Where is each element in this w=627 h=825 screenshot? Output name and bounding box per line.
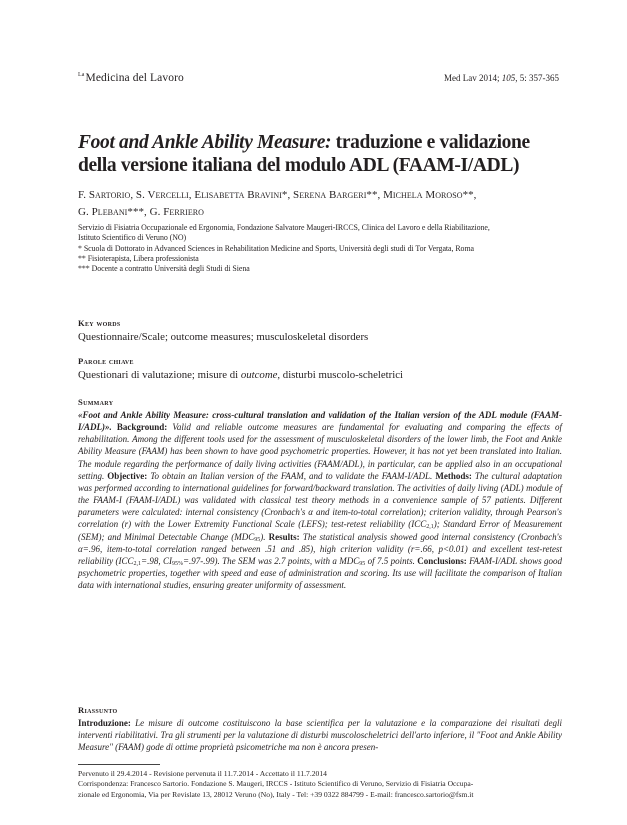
objective-text: To obtain an Italian version of the FAAM, and to validate the FAAM-I/ADL.	[147, 470, 433, 481]
footnote-divider	[78, 764, 160, 765]
journal-citation	[444, 73, 559, 83]
affiliation: Servizio di Fisiatria Occupazionale ed Ergonomia, Fondazione Salvatore Maugeri-IRCCS, Clinica del Lavoro e della Riabilitazione,	[78, 223, 490, 232]
title-italic: Foot and Ankle Ability Measure:	[78, 132, 332, 153]
authors	[78, 187, 562, 220]
citation-volume: 105	[501, 73, 516, 83]
methods-subscript: 2,1	[426, 524, 434, 531]
results-text: =.98, CI	[141, 555, 172, 566]
methods-text: ); Standard Error of Measurement (SEM); and Minimal Detectable Change (MDC	[78, 519, 562, 542]
introduzione-label: Introduzione:	[78, 718, 131, 728]
journal-prefix: La	[78, 72, 85, 78]
results-text: The statistical analysis showed good internal consistency (Cronbach's α=.96, item-to-total correlation ranged between .51 and .85), high criterion validity (r=.66, p<0.01) and excellent test-retest reliability (ICC	[78, 531, 563, 566]
riassunto-heading: Riassunto	[78, 705, 118, 715]
results-text: =.97-.99). The SEM was 2.7 points, with a MDC	[182, 555, 360, 566]
methods-label: Methods:	[432, 470, 472, 481]
results-label: Results:	[265, 531, 300, 542]
parole-chiave-italic: outcome,	[240, 369, 281, 381]
affiliation: *** Docente a contratto Università degli Studi di Siena	[78, 264, 250, 274]
summary-text	[78, 409, 562, 591]
methods-subscript: 95	[254, 536, 261, 543]
title-rest: traduzione e validazione della versione italiana del modulo ADL (FAAM-I/ADL)	[78, 132, 530, 176]
conclusions-text: FAAM-I/ADL shows good psychometric properties, together with speed and ease of administration and scoring. Its use will facilitate the comparison of Italian data with international studies, ensuring greater uniformity of assessment.	[78, 555, 563, 591]
riassunto-text	[78, 717, 562, 753]
conclusions-label: Conclusions:	[414, 555, 467, 566]
citation-prefix: Med Lav 2014;	[444, 73, 502, 83]
footnote-correspondence: zionale ed Ergonomia, Via per Revislate 13, 28012 Veruno (No), Italy - Tel: +39 0322 884799 - E-mail: francesco.sartorio@fsm.it	[78, 789, 474, 799]
footnote-received: Pervenuto il 29.4.2014 - Revisione pervenuta il 11.7.2014 - Accettato il 11.7.2014	[78, 769, 327, 778]
affiliation: Istituto Scientifico di Veruno (NO)	[78, 233, 187, 243]
parole-chiave-heading: Parole chiave	[78, 356, 134, 366]
summary-heading: Summary	[78, 397, 114, 407]
journal-name	[78, 72, 184, 84]
background-text: Valid and reliable outcome measures are fundamental for evaluating and comparing the effects of rehabilitation. Among the different tools used for the assessment of musculoskeletal disorders of the lower limb, the Foot and Ankle Ability Measure (FAAM) has been shown to have good psychometric properties. However, it has not yet been translated into Italian. The module regarding the performance of daily living activities (FAAM/ADL), in particular, can be applied also in an occupational setting.	[78, 422, 562, 481]
affiliation: ** Fisioterapista, Libera professionista	[78, 253, 199, 263]
footnote	[78, 769, 562, 800]
article-title	[78, 132, 568, 177]
results-subscript: 95	[359, 560, 366, 567]
parole-chiave-part: Questionari di valutazione; misure di	[78, 369, 241, 381]
affiliation: * Scuola di Dottorato in Advanced Sciences in Rehabilitation Medicine and Sports, Università degli studi di Tor Vergata, Roma	[78, 243, 474, 253]
objective-label: Objective:	[104, 470, 148, 481]
parole-chiave-text	[78, 369, 403, 381]
journal-title: Medicina del Lavoro	[85, 72, 184, 84]
authors-line-1: F. Sartorio, S. Vercelli, Elisabetta Bravini*, Serena Bargeri**, Michela Moroso**,	[78, 189, 477, 201]
citation-suffix: , 5: 357-365	[515, 73, 559, 83]
background-label: Background:	[111, 422, 168, 433]
key-words-text: Questionnaire/Scale; outcome measures; musculoskeletal disorders	[78, 331, 369, 343]
results-text: of 7.5 points.	[365, 555, 415, 566]
summary-title: «Foot and Ankle Ability Measure: cross-cultural translation and validation of the Italian version of the ADL module (FAAM-I/ADL)».	[78, 410, 562, 433]
affiliations	[78, 223, 562, 274]
introduzione-text: Le misure di outcome costituiscono la base scientifica per la valutazione e la comparazione dei risultati degli interventi riabilitativi. Tra gli strumenti per la valutazione di disturbi muscoloscheletrici dell'arto inferiore, il "Foot and Ankle Ability Measure" (FAAM) gode di ottime proprietà psicometriche ma non è ancora presen-	[78, 718, 562, 753]
methods-text: ).	[260, 531, 266, 542]
results-subscript: 95%	[171, 560, 183, 567]
key-words-heading: Key words	[78, 318, 121, 328]
results-subscript: 2,1	[133, 560, 142, 567]
authors-line-2: G. Plebani***, G. Ferriero	[78, 205, 204, 218]
methods-text: The cultural adaptation was performed according to international guidelines for forward/backward translation. The activities of daily living (ADL) module of the FAAM-I (FAAM-I/ADL) was validated with classical test theory methods in a convenience sample of 57 patients. Different parameters were calculated: internal consistency (Cronbach's α and item-to-total correlation); criterion validity, through Pearson's correlation (r) with the Lower Extremity Functional Scale (LEFS); test-retest reliability (ICC	[78, 470, 563, 530]
parole-chiave-part: disturbi muscolo-scheletrici	[280, 369, 404, 381]
footnote-correspondence: Corrispondenza: Francesco Sartorio. Fondazione S. Maugeri, IRCCS - Istituto Scientifico di Veruno, Servizio di Fisiatria Occupa-	[78, 779, 474, 789]
